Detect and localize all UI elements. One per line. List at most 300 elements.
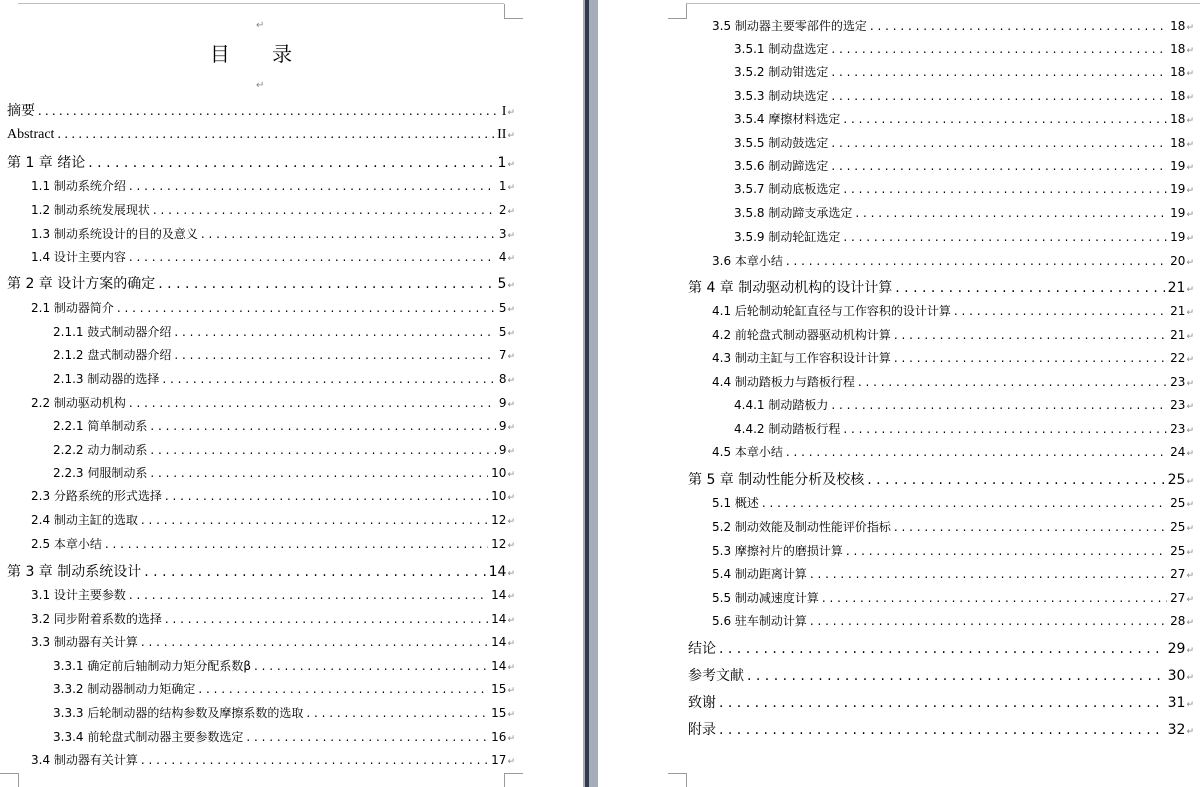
paragraph-mark: ↵ [1186, 285, 1194, 295]
toc-leader-dots [165, 612, 488, 626]
toc-leader-dots [858, 375, 1167, 389]
toc-entry[interactable] [712, 252, 1194, 272]
toc-entry-title: 2.4 制动主缸的选取 [31, 513, 138, 527]
toc-leader-dots [831, 398, 1167, 412]
toc-entry[interactable] [712, 349, 1194, 369]
paragraph-mark: ↵ [256, 20, 265, 31]
toc-entry-title: 3.3.4 前轮盘式制动器主要参数选定 [53, 730, 244, 744]
toc-entry-title: 摘要 [7, 104, 35, 119]
toc-leader-dots [162, 372, 495, 386]
toc-entry-title: 3.5.9 制动轮缸选定 [734, 230, 841, 244]
toc-leader-dots [141, 635, 488, 649]
toc-leader-dots [954, 304, 1167, 318]
toc-entry-title: 5.4 制动距离计算 [712, 567, 807, 581]
paragraph-mark: ↵ [1186, 618, 1194, 628]
paragraph-mark: ↵ [1186, 186, 1194, 196]
toc-page-number: 32 [1167, 722, 1186, 738]
toc-page-number: 17 [491, 753, 507, 767]
toc-leader-dots [831, 89, 1167, 103]
toc-entry-title: 3.3 制动器有关计算 [31, 635, 138, 649]
toc-entry-title: 参考文献 [688, 668, 744, 684]
toc-page-number: 14 [488, 564, 507, 580]
toc-leader-dots [129, 396, 496, 410]
toc-leader-dots [141, 513, 488, 527]
toc-entry-title: 3.5 制动器主要零部件的选定 [712, 19, 867, 33]
paragraph-mark: ↵ [1186, 210, 1194, 220]
toc-page-number: 18 [1170, 89, 1186, 103]
toc-leader-dots [150, 443, 495, 457]
toc-leader-dots [762, 496, 1167, 510]
toc-page-number: 19 [1170, 206, 1186, 220]
toc-page-number: 18 [1170, 19, 1186, 33]
toc-page-number: 9 [498, 396, 507, 410]
corner-crop-mark [504, 4, 523, 19]
toc-entry[interactable] [712, 443, 1194, 463]
toc-page-number: 12 [491, 513, 507, 527]
toc-page-number: 20 [1170, 254, 1186, 268]
toc-entry[interactable] [31, 248, 515, 268]
toc-entry-title: 3.5.7 制动底板选定 [734, 182, 841, 196]
paragraph-mark: ↵ [1186, 93, 1194, 103]
toc-entry[interactable] [734, 180, 1194, 200]
toc-entry[interactable] [734, 110, 1194, 130]
toc-entry[interactable] [53, 680, 515, 700]
toc-page-number: 4 [498, 250, 507, 264]
corner-crop-mark [504, 773, 523, 787]
toc-page-number: 1 [497, 155, 507, 171]
paragraph-mark: ↵ [1186, 449, 1194, 459]
toc-entry[interactable] [688, 469, 1194, 489]
toc-entry[interactable] [688, 638, 1194, 658]
toc-entry-title: 2.2.2 动力制动系 [53, 443, 148, 457]
toc-entry[interactable] [7, 127, 515, 147]
toc-leader-dots [822, 591, 1167, 605]
toc-entry-title: 3.3.2 制动器制动力矩确定 [53, 682, 196, 696]
paragraph-mark: ↵ [1186, 727, 1194, 737]
toc-entry-title: 5.2 制动效能及制动性能评价指标 [712, 520, 891, 534]
toc-entry-title: 3.5.4 摩擦材料选定 [734, 112, 841, 126]
toc-entry-title: 2.2 制动驱动机构 [31, 396, 126, 410]
toc-page-number: II [497, 127, 507, 142]
toc-leader-dots [719, 641, 1165, 657]
toc-leader-dots [855, 206, 1167, 220]
toc-entry[interactable] [53, 728, 515, 748]
toc-leader-dots [810, 567, 1167, 581]
toc-entry[interactable] [53, 346, 515, 366]
toc-leader-dots [198, 682, 488, 696]
paragraph-mark: ↵ [507, 254, 515, 264]
paragraph-mark: ↵ [507, 686, 515, 696]
paragraph-mark: ↵ [1186, 308, 1194, 318]
toc-page-number: 25 [1167, 472, 1186, 488]
paragraph-mark: ↵ [1186, 140, 1194, 150]
toc-entry[interactable] [31, 394, 515, 414]
toc-entry[interactable] [712, 302, 1194, 322]
paragraph-mark: ↵ [1186, 46, 1194, 56]
toc-entry[interactable] [7, 100, 515, 120]
paragraph-mark: ↵ [507, 329, 515, 339]
toc-entry[interactable] [31, 511, 515, 531]
paragraph-mark: ↵ [1186, 595, 1194, 605]
toc-entry-title: 2.1.3 制动器的选择 [53, 372, 160, 386]
page-top-border [18, 3, 504, 4]
toc-entry[interactable] [734, 157, 1194, 177]
toc-entry[interactable] [31, 751, 515, 771]
toc-page-number: 27 [1170, 567, 1186, 581]
toc-page-number: 25 [1170, 496, 1186, 510]
toc-leader-dots [153, 203, 496, 217]
toc-page-number: 15 [491, 682, 507, 696]
paragraph-mark: ↵ [1186, 163, 1194, 173]
toc-leader-dots [57, 127, 494, 143]
toc-page-number: 25 [1170, 520, 1186, 534]
toc-page-number: 29 [1167, 641, 1186, 657]
toc-page-number: I [501, 104, 507, 119]
toc-entry-title: 第 2 章 设计方案的确定 [7, 276, 156, 292]
toc-entry[interactable] [53, 417, 515, 437]
toc-entry[interactable] [31, 535, 515, 555]
paragraph-mark: ↵ [507, 107, 515, 117]
paragraph-mark: ↵ [507, 231, 515, 241]
toc-entry-title: 2.5 本章小结 [31, 537, 102, 551]
paragraph-mark: ↵ [1186, 355, 1194, 365]
paragraph-mark: ↵ [1186, 23, 1194, 33]
toc-page-number: 24 [1170, 445, 1186, 459]
toc-leader-dots [144, 564, 485, 580]
toc-leader-dots [129, 250, 496, 264]
toc-page-number: 31 [1167, 695, 1186, 711]
toc-entry[interactable] [53, 657, 515, 677]
paragraph-mark: ↵ [507, 376, 515, 386]
toc-entry[interactable] [734, 228, 1194, 248]
toc-entry[interactable] [31, 586, 515, 606]
toc-leader-dots [201, 227, 496, 241]
toc-page-number: 16 [491, 730, 507, 744]
toc-entry-title: 5.6 驻车制动计算 [712, 614, 807, 628]
toc-entry-title: 结论 [688, 641, 716, 657]
toc-page-number: 21 [1167, 280, 1186, 296]
toc-page-number: 3 [498, 227, 507, 241]
paragraph-mark: ↵ [1186, 258, 1194, 268]
paragraph-mark: ↵ [507, 305, 515, 315]
toc-leader-dots [831, 42, 1167, 56]
paragraph-mark: ↵ [507, 447, 515, 457]
toc-entry[interactable] [734, 40, 1194, 60]
toc-entry-title: 2.1.2 盘式制动器介绍 [53, 348, 172, 362]
toc-page-number: 5 [497, 276, 507, 292]
toc-entry[interactable] [7, 561, 515, 581]
toc-leader-dots [846, 544, 1167, 558]
toc-entry-title: 2.2.3 伺服制动系 [53, 466, 148, 480]
toc-page-number: 28 [1170, 614, 1186, 628]
toc-entry-title: 3.5.1 制动盘选定 [734, 42, 829, 56]
toc-entry-title: 第 3 章 制动系统设计 [7, 564, 142, 580]
toc-page-number: 14 [491, 612, 507, 626]
toc-entry-title: 4.5 本章小结 [712, 445, 783, 459]
toc-entry[interactable] [712, 542, 1194, 562]
paragraph-mark: ↵ [507, 757, 515, 767]
page-top-border [686, 3, 1200, 4]
toc-leader-dots [843, 112, 1167, 126]
paragraph-mark: ↵ [1186, 477, 1194, 487]
toc-leader-dots [867, 472, 1164, 488]
paragraph-mark: ↵ [507, 592, 515, 602]
toc-leader-dots [895, 280, 1164, 296]
toc-entry[interactable] [712, 565, 1194, 585]
paragraph-mark: ↵ [1186, 332, 1194, 342]
toc-page-number: 10 [491, 489, 507, 503]
toc-entry[interactable] [688, 719, 1194, 739]
toc-entry-title: 2.1 制动器简介 [31, 301, 114, 315]
toc-page-number: 25 [1170, 544, 1186, 558]
paragraph-mark: ↵ [507, 281, 515, 291]
toc-leader-dots [810, 614, 1167, 628]
toc-page-number: 10 [491, 466, 507, 480]
toc-page-number: 8 [498, 372, 507, 386]
toc-leader-dots [158, 276, 494, 292]
toc-entry-title: 3.5.8 制动蹄支承选定 [734, 206, 853, 220]
paragraph-mark: ↵ [507, 423, 515, 433]
toc-entry-title: 3.3.1 确定前后轴制动力矩分配系数β [53, 659, 252, 673]
toc-entry-title: 附录 [688, 722, 716, 738]
toc-leader-dots [831, 65, 1167, 79]
paragraph-mark: ↵ [507, 160, 515, 170]
toc-page-number: 22 [1170, 351, 1186, 365]
toc-page-number: 19 [1170, 230, 1186, 244]
page-gutter [583, 0, 598, 787]
toc-page-number: 14 [491, 635, 507, 649]
toc-entry[interactable] [734, 134, 1194, 154]
toc-leader-dots [306, 706, 488, 720]
toc-leader-dots [141, 753, 488, 767]
toc-page-number: 15 [491, 706, 507, 720]
toc-entry[interactable] [734, 87, 1194, 107]
toc-leader-dots [129, 179, 496, 193]
toc-leader-dots [831, 159, 1167, 173]
toc-entry[interactable] [31, 299, 515, 319]
toc-entry-title: 5.1 概述 [712, 496, 759, 510]
toc-entry-title: 第 4 章 制动驱动机构的设计计算 [688, 280, 893, 296]
paragraph-mark: ↵ [1186, 646, 1194, 656]
toc-page-number: 21 [1170, 304, 1186, 318]
corner-crop-mark [0, 773, 19, 787]
toc-entry-title: 3.1 设计主要参数 [31, 588, 126, 602]
toc-page-number: 12 [491, 537, 507, 551]
paragraph-mark: ↵ [256, 80, 265, 91]
toc-entry-title: 3.5.6 制动蹄选定 [734, 159, 829, 173]
paragraph-mark: ↵ [1186, 379, 1194, 389]
paragraph-mark: ↵ [507, 517, 515, 527]
paragraph-mark: ↵ [1186, 426, 1194, 436]
toc-page-number: 2 [498, 203, 507, 217]
toc-entry-title: 4.4.2 制动踏板行程 [734, 422, 841, 436]
toc-leader-dots [38, 104, 499, 120]
toc-entry-title: 2.1.1 鼓式制动器介绍 [53, 325, 172, 339]
paragraph-mark: ↵ [1186, 700, 1194, 710]
toc-entry[interactable] [53, 441, 515, 461]
toc-leader-dots [786, 254, 1167, 268]
toc-entry[interactable] [53, 704, 515, 724]
toc-page-number: 23 [1170, 375, 1186, 389]
paragraph-mark: ↵ [507, 130, 515, 140]
toc-page-number: 7 [498, 348, 507, 362]
toc-entry[interactable] [31, 487, 515, 507]
toc-leader-dots [174, 348, 495, 362]
toc-page-number: 23 [1170, 398, 1186, 412]
toc-entry-title: 2.2.1 简单制动系 [53, 419, 148, 433]
toc-page-number: 18 [1170, 42, 1186, 56]
toc-entry-title: 3.6 本章小结 [712, 254, 783, 268]
toc-leader-dots [117, 301, 496, 315]
toc-entry-title: 1.4 设计主要内容 [31, 250, 126, 264]
toc-entry-title: 第 1 章 绪论 [7, 155, 86, 171]
toc-leader-dots [747, 668, 1165, 684]
toc-page-number: 14 [491, 659, 507, 673]
paragraph-mark: ↵ [507, 541, 515, 551]
toc-entry[interactable] [712, 494, 1194, 514]
toc-page-number: 18 [1170, 112, 1186, 126]
corner-crop-mark [668, 4, 687, 19]
toc-leader-dots [129, 588, 488, 602]
paragraph-mark: ↵ [507, 639, 515, 649]
toc-entry-title: 1.1 制动系统介绍 [31, 179, 126, 193]
paragraph-mark: ↵ [1186, 571, 1194, 581]
toc-entry[interactable] [712, 518, 1194, 538]
paragraph-mark: ↵ [507, 569, 515, 579]
toc-entry[interactable] [53, 370, 515, 390]
toc-entry-title: 3.2 同步附着系数的选择 [31, 612, 162, 626]
toc-page-number: 18 [1170, 136, 1186, 150]
toc-entry-title: 4.2 前轮盘式制动器驱动机构计算 [712, 328, 891, 342]
toc-entry-title: 致谢 [688, 695, 716, 711]
toc-entry[interactable] [688, 692, 1194, 712]
toc-page-number: 1 [498, 179, 507, 193]
toc-page-number: 9 [498, 419, 507, 433]
toc-entry[interactable] [734, 420, 1194, 440]
toc-leader-dots [150, 419, 495, 433]
toc-entry-title: 4.4.1 制动踏板力 [734, 398, 829, 412]
document-page-left [0, 0, 583, 787]
toc-entry[interactable] [688, 665, 1194, 685]
toc-entry-title: 4.3 制动主缸与工作容积设计计算 [712, 351, 891, 365]
toc-leader-dots [105, 537, 488, 551]
toc-entry[interactable] [712, 17, 1194, 37]
paragraph-mark: ↵ [507, 352, 515, 362]
paragraph-mark: ↵ [1186, 548, 1194, 558]
toc-entry[interactable] [7, 152, 515, 172]
toc-entry[interactable] [712, 326, 1194, 346]
toc-entry-title: 3.5.3 制动块选定 [734, 89, 829, 103]
toc-page-number: 23 [1170, 422, 1186, 436]
toc-entry-title: 1.2 制动系统发展现状 [31, 203, 150, 217]
paragraph-mark: ↵ [1186, 234, 1194, 244]
toc-entry[interactable] [712, 373, 1194, 393]
paragraph-mark: ↵ [507, 663, 515, 673]
paragraph-mark: ↵ [507, 710, 515, 720]
paragraph-mark: ↵ [1186, 116, 1194, 126]
toc-entry[interactable] [53, 464, 515, 484]
toc-leader-dots [88, 155, 494, 171]
toc-entry[interactable] [688, 277, 1194, 297]
toc-entry-title: 1.3 制动系统设计的目的及意义 [31, 227, 198, 241]
toc-entry[interactable] [31, 177, 515, 197]
toc-entry-title: 3.5.2 制动钳选定 [734, 65, 829, 79]
document-page-right [598, 0, 1200, 787]
toc-leader-dots [254, 659, 488, 673]
toc-leader-dots [843, 182, 1167, 196]
toc-leader-dots [174, 325, 495, 339]
toc-entry[interactable] [712, 589, 1194, 609]
toc-entry-title: 3.3.3 后轮制动器的结构参数及摩擦系数的选取 [53, 706, 304, 720]
paragraph-mark: ↵ [507, 400, 515, 410]
toc-leader-dots [894, 520, 1167, 534]
toc-page-number: 30 [1167, 668, 1186, 684]
toc-entry[interactable] [53, 323, 515, 343]
toc-entry[interactable] [734, 396, 1194, 416]
toc-entry-title: 4.4 制动踏板力与踏板行程 [712, 375, 855, 389]
paragraph-mark: ↵ [1186, 500, 1194, 510]
toc-leader-dots [831, 136, 1167, 150]
toc-entry-title: 4.1 后轮制动轮缸直径与工作容积的设计计算 [712, 304, 951, 318]
toc-entry[interactable] [31, 201, 515, 221]
toc-entry-title: 第 5 章 制动性能分析及校核 [688, 472, 865, 488]
toc-leader-dots [150, 466, 488, 480]
paragraph-mark: ↵ [507, 616, 515, 626]
paragraph-mark: ↵ [507, 207, 515, 217]
toc-leader-dots [843, 230, 1167, 244]
paragraph-mark: ↵ [507, 470, 515, 480]
toc-entry[interactable] [712, 612, 1194, 632]
toc-entry[interactable] [7, 273, 515, 293]
toc-page-number: 19 [1170, 182, 1186, 196]
toc-leader-dots [165, 489, 488, 503]
toc-leader-dots [894, 328, 1167, 342]
toc-leader-dots [719, 695, 1165, 711]
toc-entry-title: 5.3 摩擦衬片的磨损计算 [712, 544, 843, 558]
toc-page-number: 5 [498, 325, 507, 339]
toc-entry-title: 2.3 分路系统的形式选择 [31, 489, 162, 503]
toc-entry-title: 5.5 制动减速度计算 [712, 591, 819, 605]
toc-leader-dots [246, 730, 488, 744]
toc-entry[interactable] [734, 204, 1194, 224]
toc-entry[interactable] [31, 225, 515, 245]
toc-entry[interactable] [31, 633, 515, 653]
toc-title: 目 录 [209, 42, 311, 66]
toc-leader-dots [870, 19, 1167, 33]
paragraph-mark: ↵ [1186, 402, 1194, 412]
toc-page-number: 21 [1170, 328, 1186, 342]
corner-crop-mark [668, 773, 687, 787]
toc-entry-title: Abstract [7, 127, 55, 142]
toc-page-number: 27 [1170, 591, 1186, 605]
toc-page-number: 9 [498, 443, 507, 457]
toc-page-number: 19 [1170, 159, 1186, 173]
toc-page-number: 5 [498, 301, 507, 315]
paragraph-mark: ↵ [1186, 524, 1194, 534]
paragraph-mark: ↵ [1186, 69, 1194, 79]
toc-entry[interactable] [31, 610, 515, 630]
toc-leader-dots [786, 445, 1167, 459]
paragraph-mark: ↵ [1186, 673, 1194, 683]
toc-entry[interactable] [734, 63, 1194, 83]
toc-page-number: 14 [491, 588, 507, 602]
paragraph-mark: ↵ [507, 734, 515, 744]
toc-leader-dots [719, 722, 1165, 738]
paragraph-mark: ↵ [507, 183, 515, 193]
toc-page-number: 18 [1170, 65, 1186, 79]
toc-leader-dots [843, 422, 1167, 436]
paragraph-mark: ↵ [507, 493, 515, 503]
